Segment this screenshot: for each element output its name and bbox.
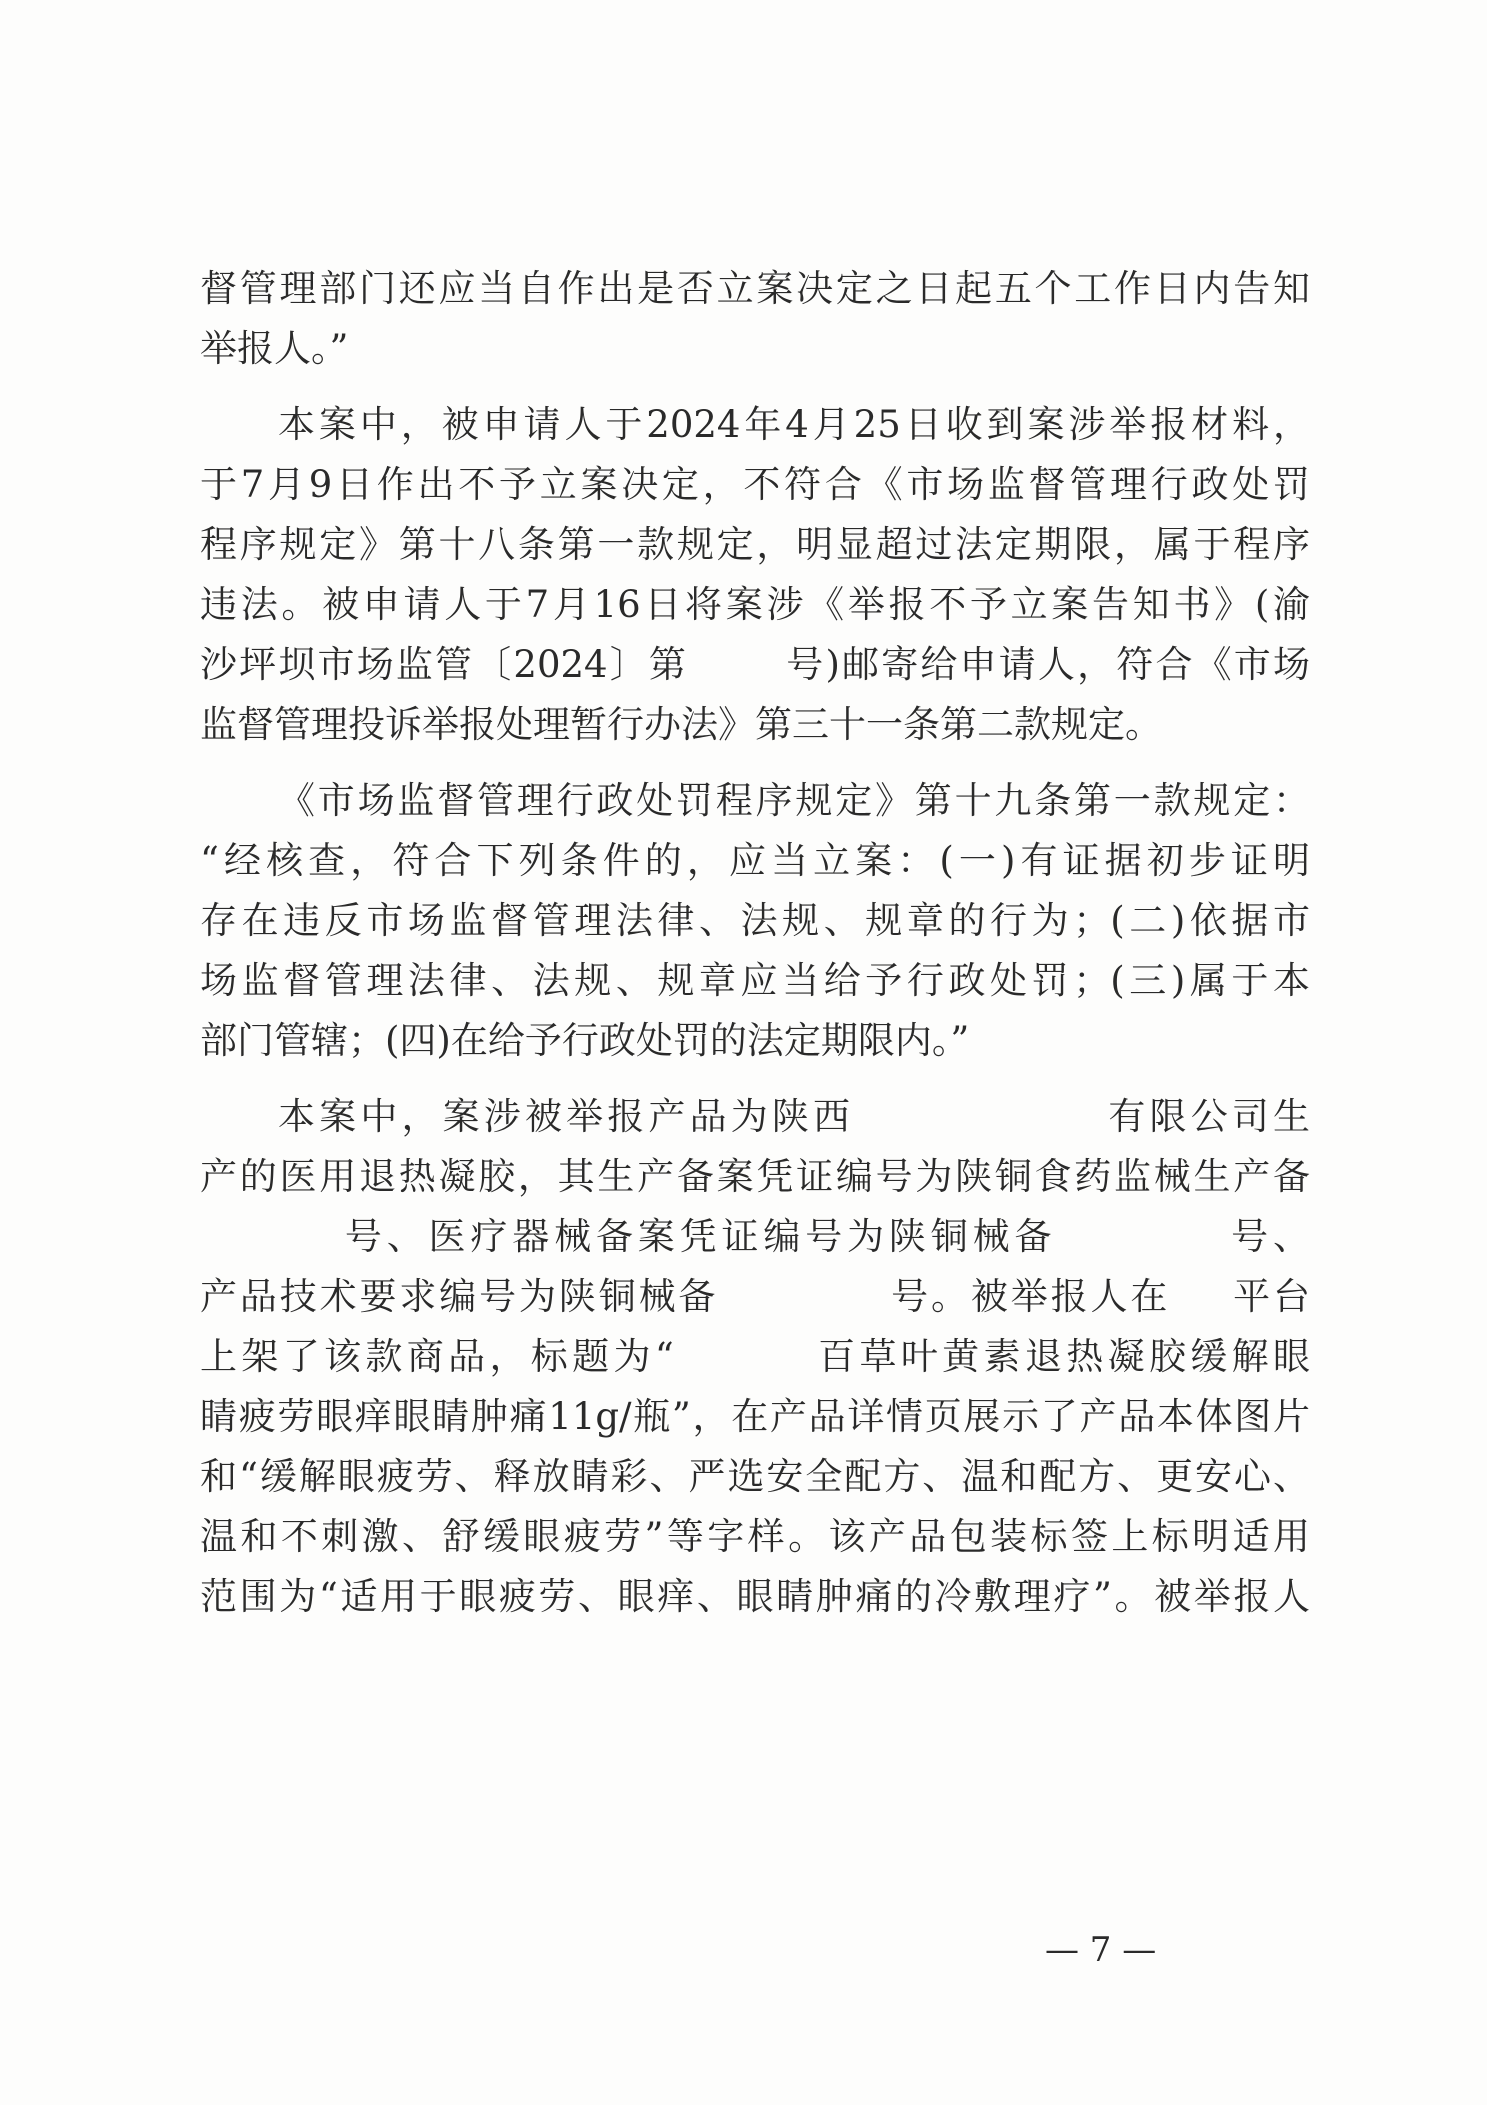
text-segment: 号、 bbox=[1226, 1215, 1311, 1258]
text-line: 监督管理投诉举报处理暂行办法》第三十一条第二款规定。 bbox=[200, 703, 1162, 746]
text-line: 举报人。” bbox=[200, 327, 349, 370]
document-body bbox=[200, 267, 1311, 1638]
redaction-mask bbox=[1056, 1223, 1226, 1257]
text-line: “经核查，符合下列条件的，应当立案：(一)有证据初步证明 bbox=[200, 839, 1310, 882]
text-line bbox=[200, 1215, 1311, 1278]
text-line: 《市场监督管理行政处罚程序规定》第十九条第一款规定： bbox=[278, 779, 1310, 822]
text-line: 程序规定》第十八条第一款规定，明显超过法定期限，属于程序 bbox=[200, 523, 1310, 566]
text-segment: 有限公司生 bbox=[1104, 1095, 1311, 1138]
text-segment: 沙坪坝市场监管〔2024〕第 bbox=[200, 643, 689, 686]
text-line: 温和不刺激、舒缓眼疲劳”等字样。该产品包装标签上标明适用 bbox=[200, 1515, 1310, 1558]
text-line: 场监督管理法律、法规、规章应当给予行政处罚；(三)属于本 bbox=[200, 959, 1310, 1002]
text-line: 违法。被申请人于7月16日将案涉《举报不予立案告知书》(渝 bbox=[200, 583, 1310, 626]
text-line: 范围为“适用于眼疲劳、眼痒、眼睛肿痛的冷敷理疗”。被举报人 bbox=[200, 1575, 1310, 1618]
redaction-mask bbox=[688, 651, 784, 685]
text-line: 产的医用退热凝胶，其生产备案凭证编号为陕铜食药监械生产备 bbox=[200, 1155, 1310, 1198]
text-segment: 号)邮寄给申请人，符合《市场 bbox=[784, 643, 1310, 686]
redaction-mask bbox=[674, 1343, 814, 1377]
text-segment: 上架了该款商品，标题为“ bbox=[200, 1335, 674, 1378]
text-line: 存在违反市场监督管理法律、法规、规章的行为；(二)依据市 bbox=[200, 899, 1310, 942]
text-line: 本案中，被申请人于2024年4月25日收到案涉举报材料， bbox=[278, 403, 1310, 446]
text-line: 和“缓解眼疲劳、释放睛彩、严选安全配方、温和配方、更安心、 bbox=[200, 1455, 1310, 1498]
text-line: 于7月9日作出不予立案决定，不符合《市场监督管理行政处罚 bbox=[200, 463, 1310, 506]
redaction-mask bbox=[718, 1283, 888, 1317]
text-line: 部门管辖；(四)在给予行政处罚的法定期限内。” bbox=[200, 1019, 970, 1062]
text-line: 督管理部门还应当自作出是否立案决定之日起五个工作日内告知 bbox=[200, 267, 1310, 310]
redaction-mask bbox=[1170, 1283, 1230, 1317]
text-segment: 号、医疗器械备案凭证编号为陕铜械备 bbox=[340, 1215, 1057, 1258]
text-segment: 百草叶黄素退热凝胶缓解眼 bbox=[813, 1335, 1310, 1378]
page-number: — 7 — bbox=[1045, 1930, 1157, 1970]
text-line: 睛疲劳眼痒眼睛肿痛11g/瓶”，在产品详情页展示了产品本体图片 bbox=[200, 1395, 1310, 1438]
redaction-mask bbox=[200, 1223, 340, 1257]
text-segment: 平台 bbox=[1230, 1275, 1311, 1318]
text-line bbox=[200, 1275, 1311, 1338]
text-segment: 本案中，案涉被举报产品为陕西 bbox=[278, 1095, 855, 1138]
text-line bbox=[200, 643, 1310, 706]
text-segment: 号。被举报人在 bbox=[888, 1275, 1171, 1318]
redaction-mask bbox=[854, 1103, 1104, 1137]
text-line bbox=[200, 1095, 1311, 1158]
text-segment: 产品技术要求编号为陕铜械备 bbox=[200, 1275, 719, 1318]
text-line bbox=[200, 1335, 1310, 1398]
